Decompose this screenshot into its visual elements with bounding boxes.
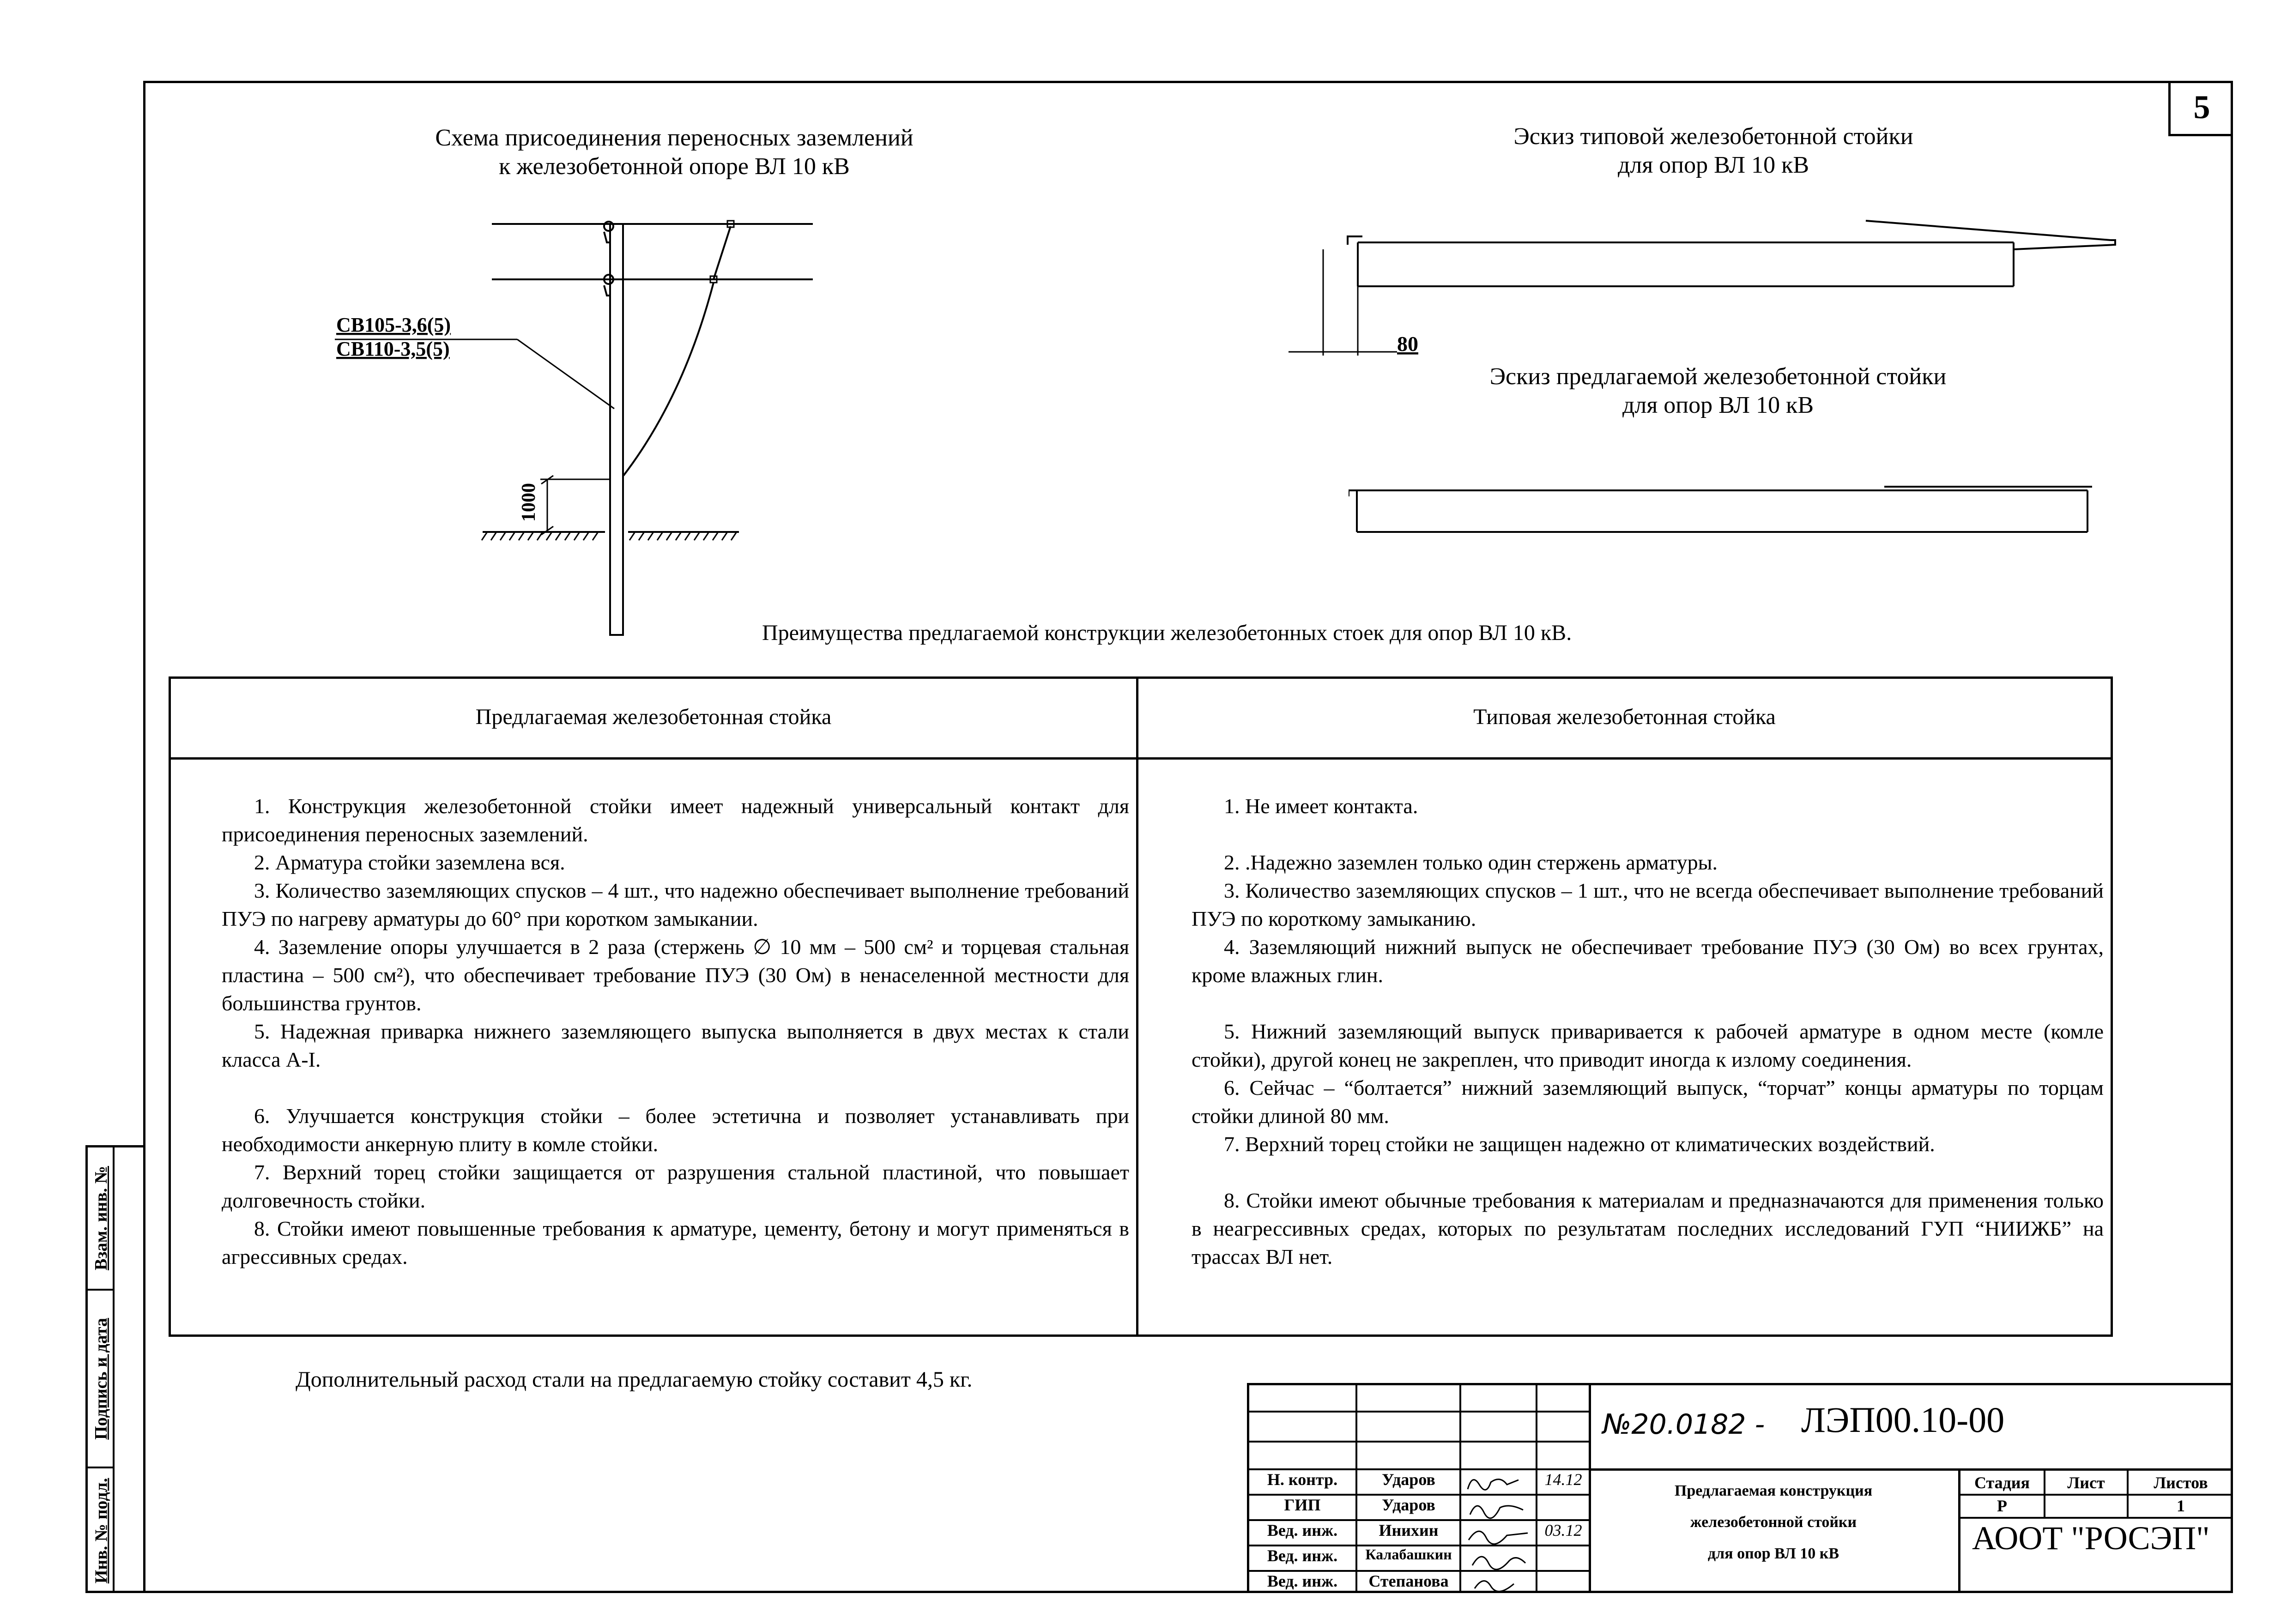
additional-steel-note: Дополнительный расход стали на предлагаемую стойку составит 4,5 кг. (296, 1367, 973, 1392)
typical-item-2: 2. .Надежно заземлен только один стержень арматуры. (1224, 851, 1718, 874)
proposed-pole-title-line2: для опор ВЛ 10 кВ (1622, 392, 1814, 418)
schema-title-line1: Схема присоединения переносных заземлений (435, 125, 914, 151)
clamp-label-2: СВ110-3,5(5) (336, 338, 450, 360)
typical-item-1: 1. Не имеет контакта. (1224, 794, 1418, 818)
role-2: ГИП (1284, 1496, 1321, 1514)
table-header-proposed: Предлагаемая железобетонная стойка (475, 705, 832, 729)
stage-header: Стадия (1974, 1473, 2030, 1492)
name-3: Инихин (1379, 1521, 1439, 1539)
role-1: Н. контр. (1267, 1470, 1338, 1489)
proposed-pole-sketch (1349, 480, 2134, 540)
sheets-value: 1 (2177, 1497, 2185, 1515)
side-stamp (85, 1145, 145, 1593)
table-column-divider (1136, 676, 1138, 1337)
registration-number: №20.0182 - (1603, 1408, 1765, 1441)
proposed-pole-title (1422, 362, 2014, 420)
typical-features-cell (1192, 792, 2104, 1271)
date-1: 14.12 (1544, 1470, 1582, 1489)
sheets-header: Листов (2154, 1473, 2208, 1492)
role-3: Вед. инж. (1267, 1521, 1338, 1539)
typical-item-4: 4. Заземляющий нижний выпуск не обеспечивает требование ПУЭ (30 Ом) во всех грунтах, кроме влажных глин. (1192, 935, 2104, 987)
typical-pole-dimension: 80 (1397, 332, 1418, 356)
proposed-item-2: 2. Арматура стойки заземлена вся. (254, 851, 565, 874)
document-cipher: ЛЭП00.10-00 (1801, 1400, 2005, 1440)
table-header-typical: Типовая железобетонная стойка (1473, 705, 1776, 729)
table-header-divider (169, 757, 2113, 760)
sheet-header: Лист (2067, 1473, 2105, 1492)
proposed-pole-title-line1: Эскиз предлагаемой железобетонной стойки (1489, 363, 1947, 390)
organization-name: АООТ "РОСЭП" (1972, 1520, 2210, 1557)
name-2: Ударов (1382, 1496, 1435, 1514)
role-5: Вед. инж. (1267, 1572, 1338, 1590)
typical-item-8: 8. Стойки имеют обычные требования к материалам и предназначаются для применения только в неагрессивных средах, которых по результатам последних исследований ГУП “НИИЖБ” на трассах ВЛ нет. (1192, 1189, 2104, 1268)
name-5: Степанова (1368, 1572, 1449, 1590)
proposed-item-4: 4. Заземление опоры улучшается в 2 раза (стержень ∅ 10 мм – 500 см² и торцевая стальная пластина – 500 см²), что обеспечивает требование ПУЭ (30 Ом) в ненаселенной местности для большинства грунтов. (222, 935, 1129, 1015)
typical-item-6: 6. Сейчас – “болтается” нижний заземляющий выпуск, “торчат” концы арматуры по торцам стойки длиной 80 мм. (1192, 1076, 2104, 1128)
schema-title (351, 124, 998, 181)
name-4: Калабашкин (1365, 1546, 1452, 1563)
typical-pole-sketch (1289, 217, 2143, 369)
height-dimension-label: 1000 (518, 483, 539, 522)
typical-pole-title-line2: для опор ВЛ 10 кВ (1617, 152, 1809, 178)
typical-pole-title (1427, 122, 2000, 180)
proposed-item-3: 3. Количество заземляющих спусков – 4 шт., что надежно обеспечивает выполнение требований ПУЭ по нагреву арматуры до 60° при коротком замыкании. (222, 879, 1129, 930)
title-block-description: Предлагаемая конструкция железобетонной стойки для опор ВЛ 10 кВ (1674, 1482, 1873, 1562)
grounding-schema-drawing (314, 203, 887, 646)
typical-item-7: 7. Верхний торец стойки не защищен надежно от климатических воздействий. (1224, 1132, 1935, 1156)
proposed-item-7: 7. Верхний торец стойки защищается от разрушения стальной пластиной, что повышает долговечность стойки. (222, 1160, 1129, 1212)
typical-pole-title-line1: Эскиз типовой железобетонной стойки (1513, 123, 1913, 150)
side-stamp-signature: Подпись и дата (88, 1291, 115, 1468)
schema-title-line2: к железобетонной опоре ВЛ 10 кВ (499, 153, 850, 180)
sheet-number: 5 (2168, 81, 2233, 136)
date-3: 03.12 (1544, 1521, 1582, 1539)
proposed-advantages-cell (222, 792, 1129, 1271)
typical-item-5: 5. Нижний заземляющий выпуск приваривается к рабочей арматуре в одном месте (комле стойки), другой конец не закреплен, что приводит иногда к излому соединения. (1192, 1020, 2104, 1071)
proposed-item-6: 6. Улучшается конструкция стойки – более эстетична и позволяет устанавливать при необходимости анкерную плиту в комле стойки. (222, 1104, 1129, 1156)
typical-item-3: 3. Количество заземляющих спусков – 1 шт., что не всегда обеспечивает выполнение требований ПУЭ по короткому замыканию. (1192, 879, 2104, 930)
clamp-label-1: СВ105-3,6(5) (336, 314, 451, 336)
side-stamp-original-inventory: Инв. № подл. (91, 1478, 111, 1584)
proposed-item-8: 8. Стойки имеют повышенные требования к арматуре, цементу, бетону и могут применяться в агрессивных средах. (222, 1217, 1129, 1268)
proposed-item-5: 5. Надежная приварка нижнего заземляющего выпуска выполняется в двух местах к стали класса А-I. (222, 1020, 1129, 1071)
comparison-caption: Преимущества предлагаемой конструкции железобетонных стоек для опор ВЛ 10 кВ. (762, 621, 1572, 645)
proposed-item-1: 1. Конструкция железобетонной стойки имеет надежный универсальный контакт для присоединения переносных заземлений. (222, 794, 1129, 846)
signatures (1463, 1471, 1535, 1593)
name-1: Ударов (1382, 1470, 1435, 1489)
side-stamp-replacement: Взам. инв. № (88, 1147, 115, 1291)
stage-value: Р (1997, 1497, 2007, 1515)
role-4: Вед. инж. (1267, 1546, 1338, 1565)
